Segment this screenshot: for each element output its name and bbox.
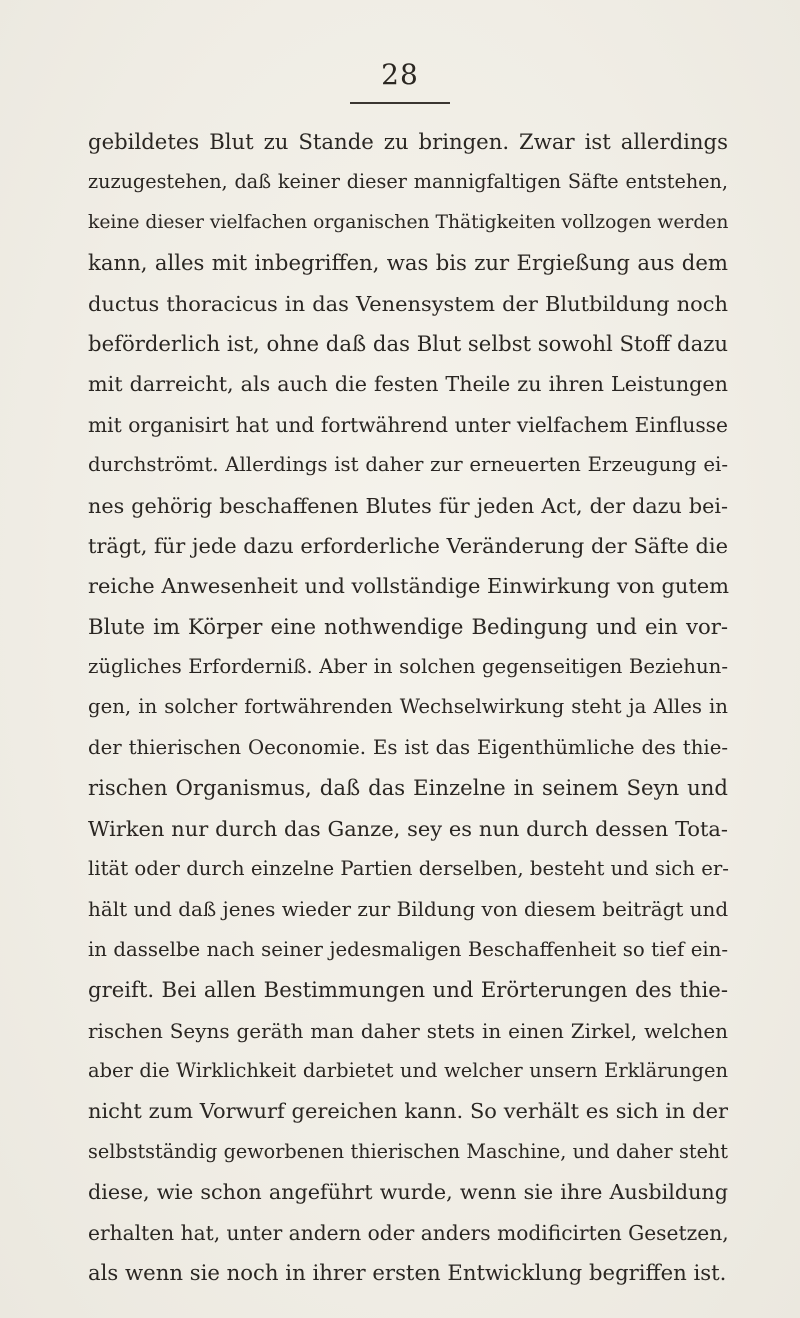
text-line: mit organisirt hat und fortwährend unter vielfachem Einflusse [88,412,728,437]
text-line: rischen Organismus, daß das Einzelne in seinem Seyn und [88,775,728,801]
text-line-last: als wenn sie noch in ihrer ersten Entwicklung begriffen ist. [88,1259,727,1285]
text-line: gen, in solcher fortwährenden Wechselwirkung steht ja Alles in [88,695,728,719]
text-line: keine dieser vielfachen organischen Thätigkeiten vollzogen werden [88,211,729,233]
text-line: nicht zum Vorwurf gereichen kann. So verhält es sich in der [88,1099,728,1124]
text-line: ductus thoracicus in das Venensystem der Blutbildung noch [88,291,728,316]
text-line: Blute im Körper eine nothwendige Bedingung und ein vor- [88,613,728,639]
text-line: mit darreicht, als auch die festen Theile zu ihren Leistungen [88,372,728,397]
text-line: nes gehörig beschaffenen Blutes für jeden Act, der dazu bei- [88,493,728,518]
text-line: trägt, für jede dazu erforderliche Veränderung der Säfte die [88,533,728,558]
text-line: kann, alles mit inbegriffen, was bis zur Ergießung aus dem [88,250,728,276]
body-text [88,122,728,1293]
text-line: hält und daß jenes wieder zur Bildung von diesem beiträgt und [88,897,729,922]
text-line: beförderlich ist, ohne daß das Blut selbst sowohl Stoff dazu [88,330,729,356]
text-line: greift. Bei allen Bestimmungen und Erörterungen des thie- [88,977,728,1003]
text-line: selbstständig geworbenen thierischen Maschine, und daher steht [88,1139,728,1163]
text-line: in dasselbe nach seiner jedesmaligen Beschaffenheit so tief ein- [88,937,728,961]
text-line: diese, wie schon angeführt wurde, wenn sie ihre Ausbildung [88,1180,728,1205]
text-line: zuzugestehen, daß keiner dieser mannigfaltigen Säfte entstehen, [88,170,728,194]
text-line: rischen Seyns geräth man daher stets in einen Zirkel, welchen [88,1018,728,1043]
text-line: aber die Wirklichkeit darbietet und welcher unsern Erklärungen [88,1058,728,1082]
text-line: erhalten hat, unter andern oder anders modificirten Gesetzen, [88,1220,729,1245]
text-line: durchströmt. Allerdings ist daher zur erneuerten Erzeugung ei- [88,453,728,477]
text-line: zügliches Erforderniß. Aber in solchen gegenseitigen Beziehun- [88,655,728,679]
text-line: der thierischen Oeconomie. Es ist das Eigenthümliche des thie- [88,735,728,759]
text-line: Wirken nur durch das Ganze, sey es nun durch dessen Tota- [88,816,728,841]
page-number: 28 [381,58,419,91]
text-line: lität oder durch einzelne Partien derselben, besteht und sich er- [88,857,729,881]
text-line: gebildetes Blut zu Stande zu bringen. Zwar ist allerdings [88,129,728,154]
header-rule [350,102,450,104]
text-line: reiche Anwesenheit und vollständige Einwirkung von gutem [88,574,729,599]
